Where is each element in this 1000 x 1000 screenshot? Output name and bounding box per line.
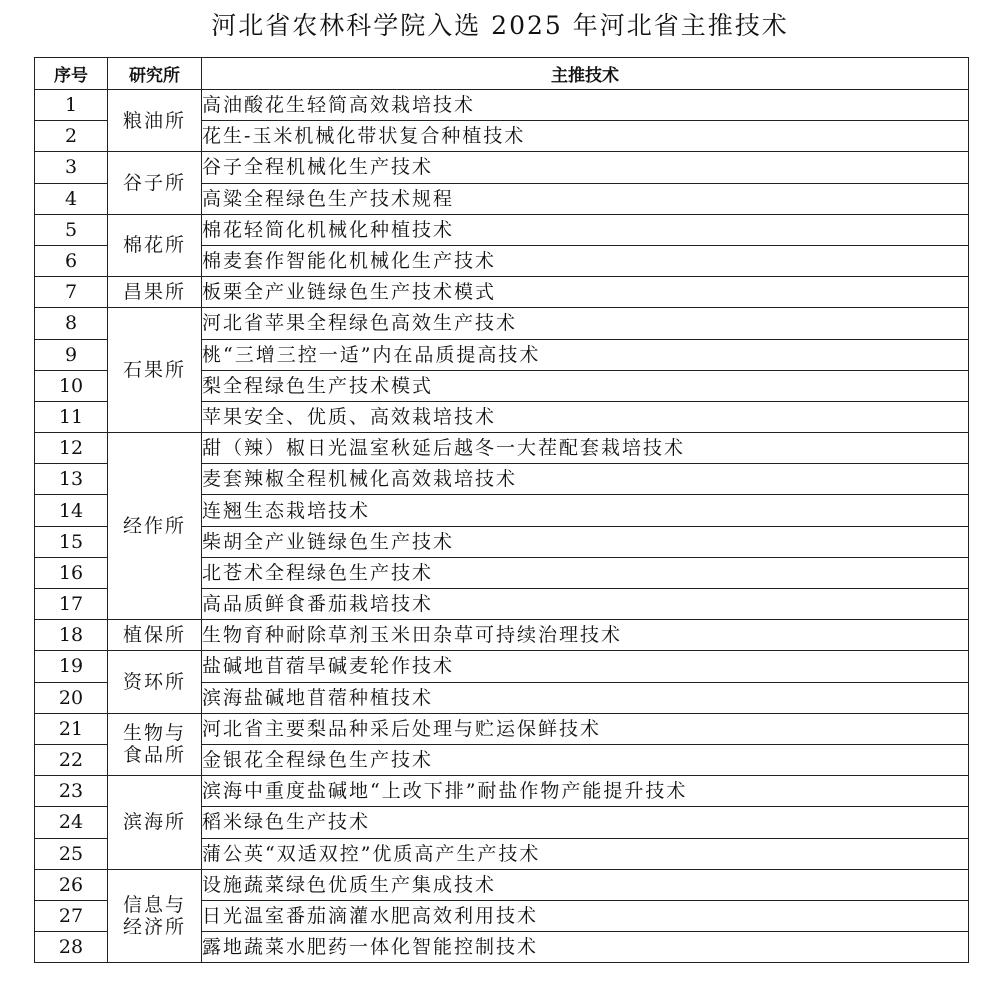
tech-name: 河北省主要梨品种采后处理与贮运保鲜技术 bbox=[202, 713, 969, 744]
tech-name: 梨全程绿色生产技术模式 bbox=[202, 370, 969, 401]
tech-name: 露地蔬菜水肥药一体化智能控制技术 bbox=[202, 932, 969, 963]
header-row bbox=[35, 58, 969, 90]
tech-name: 板栗全产业链绿色生产技术模式 bbox=[202, 277, 969, 308]
header-tech: 主推技术 bbox=[202, 58, 969, 90]
row-number: 11 bbox=[35, 401, 108, 432]
row-number: 21 bbox=[35, 713, 108, 744]
institute-name: 石果所 bbox=[108, 308, 202, 433]
tech-name: 河北省苹果全程绿色高效生产技术 bbox=[202, 308, 969, 339]
tech-table bbox=[34, 57, 969, 963]
row-number: 13 bbox=[35, 464, 108, 495]
institute-name: 植保所 bbox=[108, 620, 202, 651]
tech-name: 柴胡全产业链绿色生产技术 bbox=[202, 526, 969, 557]
tech-name: 高品质鲜食番茄栽培技术 bbox=[202, 589, 969, 620]
tech-name: 棉花轻简化机械化种植技术 bbox=[202, 214, 969, 245]
institute-name: 谷子所 bbox=[108, 152, 202, 214]
row-number: 3 bbox=[35, 152, 108, 183]
row-number: 16 bbox=[35, 557, 108, 588]
institute-name: 昌果所 bbox=[108, 277, 202, 308]
tech-name: 麦套辣椒全程机械化高效栽培技术 bbox=[202, 464, 969, 495]
table-row bbox=[35, 433, 969, 464]
institute-name: 滨海所 bbox=[108, 776, 202, 870]
row-number: 8 bbox=[35, 308, 108, 339]
tech-name: 高粱全程绿色生产技术规程 bbox=[202, 183, 969, 214]
row-number: 26 bbox=[35, 869, 108, 900]
tech-name: 滨海盐碱地苜蓿种植技术 bbox=[202, 682, 969, 713]
tech-name: 棉麦套作智能化机械化生产技术 bbox=[202, 245, 969, 276]
row-number: 24 bbox=[35, 807, 108, 838]
row-number: 19 bbox=[35, 651, 108, 682]
table-row bbox=[35, 214, 969, 245]
row-number: 10 bbox=[35, 370, 108, 401]
header-institute: 研究所 bbox=[108, 58, 202, 90]
row-number: 4 bbox=[35, 183, 108, 214]
tech-name: 盐碱地苜蓿旱碱麦轮作技术 bbox=[202, 651, 969, 682]
institute-name: 生物与 食品所 bbox=[108, 713, 202, 775]
row-number: 22 bbox=[35, 744, 108, 775]
tech-name: 稻米绿色生产技术 bbox=[202, 807, 969, 838]
institute-name: 资环所 bbox=[108, 651, 202, 713]
tech-name: 谷子全程机械化生产技术 bbox=[202, 152, 969, 183]
table-row bbox=[35, 90, 969, 121]
tech-name: 蒲公英“双适双控”优质高产生产技术 bbox=[202, 838, 969, 869]
row-number: 23 bbox=[35, 776, 108, 807]
row-number: 6 bbox=[35, 245, 108, 276]
institute-name: 粮油所 bbox=[108, 90, 202, 152]
table-row bbox=[35, 713, 969, 744]
tech-name: 北苍术全程绿色生产技术 bbox=[202, 557, 969, 588]
institute-name: 信息与 经济所 bbox=[108, 869, 202, 963]
institute-name: 棉花所 bbox=[108, 214, 202, 276]
institute-name: 经作所 bbox=[108, 433, 202, 620]
row-number: 28 bbox=[35, 932, 108, 963]
row-number: 17 bbox=[35, 589, 108, 620]
row-number: 5 bbox=[35, 214, 108, 245]
row-number: 25 bbox=[35, 838, 108, 869]
tech-name: 花生-玉米机械化带状复合种植技术 bbox=[202, 121, 969, 152]
table-row bbox=[35, 869, 969, 900]
header-no: 序号 bbox=[35, 58, 108, 90]
page-title: 河北省农林科学院入选 2025 年河北省主推技术 bbox=[211, 11, 789, 40]
table-row bbox=[35, 776, 969, 807]
row-number: 12 bbox=[35, 433, 108, 464]
row-number: 7 bbox=[35, 277, 108, 308]
tech-name: 高油酸花生轻简高效栽培技术 bbox=[202, 90, 969, 121]
table-body bbox=[35, 90, 969, 963]
row-number: 2 bbox=[35, 121, 108, 152]
row-number: 9 bbox=[35, 339, 108, 370]
tech-name: 苹果安全、优质、高效栽培技术 bbox=[202, 401, 969, 432]
row-number: 14 bbox=[35, 495, 108, 526]
tech-name: 滨海中重度盐碱地“上改下排”耐盐作物产能提升技术 bbox=[202, 776, 969, 807]
tech-name: 连翘生态栽培技术 bbox=[202, 495, 969, 526]
tech-name: 桃“三增三控一适”内在品质提高技术 bbox=[202, 339, 969, 370]
tech-name: 生物育种耐除草剂玉米田杂草可持续治理技术 bbox=[202, 620, 969, 651]
row-number: 18 bbox=[35, 620, 108, 651]
row-number: 27 bbox=[35, 900, 108, 931]
table-row bbox=[35, 308, 969, 339]
row-number: 15 bbox=[35, 526, 108, 557]
tech-name: 日光温室番茄滴灌水肥高效利用技术 bbox=[202, 900, 969, 931]
tech-name: 甜（辣）椒日光温室秋延后越冬一大茬配套栽培技术 bbox=[202, 433, 969, 464]
tech-name: 设施蔬菜绿色优质生产集成技术 bbox=[202, 869, 969, 900]
row-number: 20 bbox=[35, 682, 108, 713]
table-row bbox=[35, 651, 969, 682]
row-number: 1 bbox=[35, 90, 108, 121]
table-row bbox=[35, 620, 969, 651]
table-row bbox=[35, 277, 969, 308]
table-row bbox=[35, 152, 969, 183]
tech-name: 金银花全程绿色生产技术 bbox=[202, 744, 969, 775]
